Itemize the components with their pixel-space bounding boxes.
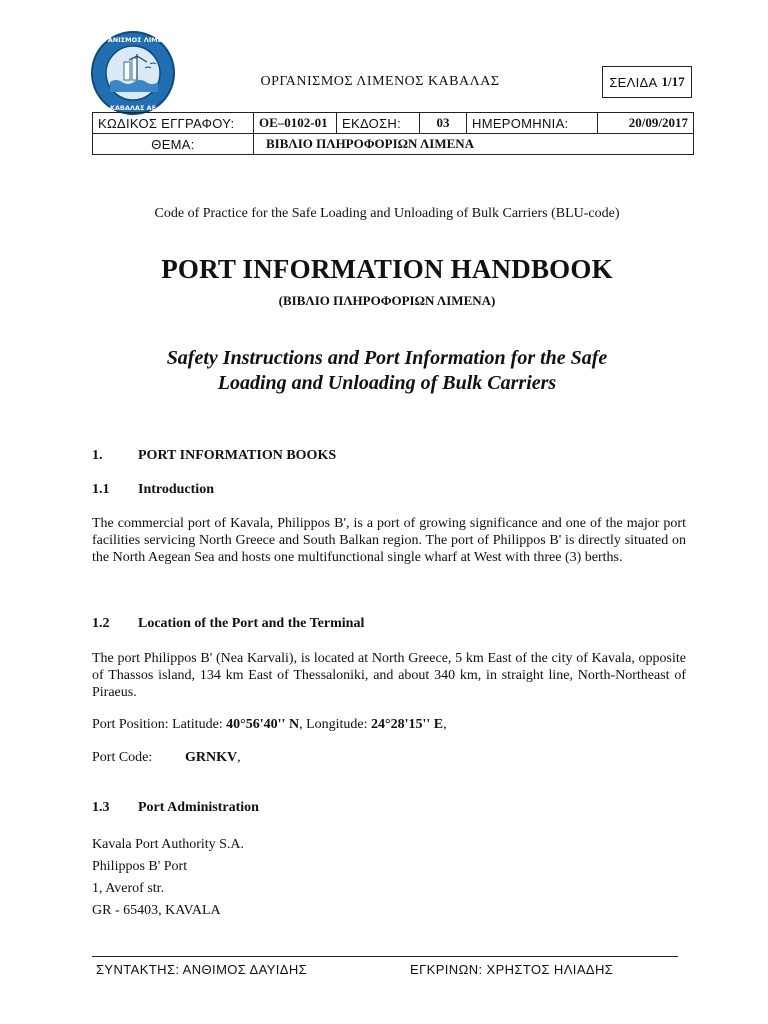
section-1-1-number: 1.1 [92,482,110,497]
latitude-value: 40°56'40'' N [226,717,300,732]
footer-divider [92,956,678,957]
date-value: 20/09/2017 [598,113,694,134]
port-code-end: , [237,750,241,765]
doc-code-label: ΚΩΔΙΚΟΣ ΕΓΓΡΑΦΟΥ: [93,113,254,134]
longitude-label: , Longitude: [299,717,371,732]
page-title: PORT INFORMATION HANDBOOK [161,254,613,284]
organization-name: ΟΡΓΑΝΙΣΜΟΣ ΛΙΜΕΝΟΣ ΚΑΒΑΛΑΣ [260,74,500,89]
safety-heading [92,346,682,396]
address-line-4: GR - 65403, KAVALA [92,903,221,918]
subject-label: ΘΕΜΑ: [93,134,254,155]
section-1-3-number: 1.3 [92,800,110,815]
longitude-value: 24°28'15'' E [371,717,444,732]
address-line-2: Philippos B' Port [92,859,188,874]
section-1-3-title: Port Administration [138,800,259,815]
port-authority-logo [90,30,176,116]
safety-heading-line-2: Loading and Unloading of Bulk Carriers [217,372,557,394]
section-1-number: 1. [92,448,103,463]
section-1-1-heading [92,482,214,498]
edition-value: 03 [420,113,467,134]
svg-text:ΟΡΓΑΝΙΣΜΟΣ ΛΙΜΕΝΑ: ΟΡΓΑΝΙΣΜΟΣ ΛΙΜΕΝΑ [93,36,173,44]
page-number-box [602,66,692,98]
meta-row-subject [93,134,694,155]
footer-author: ΣΥΝΤΑΚΤΗΣ: ΑΝΘΙΜΟΣ ΔΑΥΙΔΗΣ [96,962,308,977]
port-code-line [92,750,241,766]
page-number: 1/17 [661,74,685,89]
subject-value: ΒΙΒΛΙΟ ΠΛΗΡΟΦΟΡΙΩΝ ΛΙΜΕΝΑ [254,134,694,155]
edition-label: ΕΚΔΟΣΗ: [337,113,420,134]
section-1-2-number: 1.2 [92,616,110,631]
safety-heading-line-1: Safety Instructions and Port Information for the Safe [166,347,608,369]
section-1-2-paragraph: The port Philippos B' (Nea Karvali), is located at North Greece, 5 km East of the city of Kavala, opposite of Thassos island, 134 km East of Thessaloniki, and about 340 km, in straight line, North-Northeast of Piraeus. [92,651,686,700]
page-label: ΣΕΛΙΔΑ [609,74,658,90]
port-code-label: Port Code: [92,750,153,765]
position-end: , [443,717,447,732]
meta-row-codes [93,113,694,134]
document-meta-table [92,112,694,155]
section-1-1-title: Introduction [138,482,214,497]
port-code-value: GRNKV [185,750,238,765]
svg-text:ΚΑΒΑΛΑΣ ΑΕ: ΚΑΒΑΛΑΣ ΑΕ [109,104,157,112]
page-subtitle: (ΒΙΒΛΙΟ ΠΛΗΡΟΦΟΡΙΩΝ ΛΙΜΕΝΑ) [278,293,496,308]
code-of-practice-line: Code of Practice for the Safe Loading and Unloading of Bulk Carriers (BLU-code) [154,206,620,221]
section-1-2-heading [92,616,364,632]
address-line-3: 1, Averof str. [92,881,165,896]
port-position [92,717,447,733]
section-1-2-title: Location of the Port and the Terminal [138,616,365,631]
section-1-3-heading [92,800,259,816]
address-line-1: Kavala Port Authority S.A. [92,837,245,852]
address-block [92,834,244,922]
footer-approver: ΕΓΚΡΙΝΩΝ: ΧΡΗΣΤΟΣ ΗΛΙΑΔΗΣ [410,962,614,977]
section-1-title: PORT INFORMATION BOOKS [138,448,337,463]
doc-code-value: ΟΕ–0102-01 [254,113,337,134]
section-1-1-paragraph: The commercial port of Kavala, Philippos B', is a port of growing significance and one of the major port facilities servicing North Greece and South Balkan region. The port of Philippos B' is directly situated on the North Aegean Sea and hosts one multifunctional single wharf at West with three (3) berths. [92,516,686,565]
date-label: ΗΜΕΡΟΜΗΝΙΑ: [467,113,598,134]
section-1-heading [92,448,336,464]
position-label: Port Position: Latitude: [92,717,227,732]
